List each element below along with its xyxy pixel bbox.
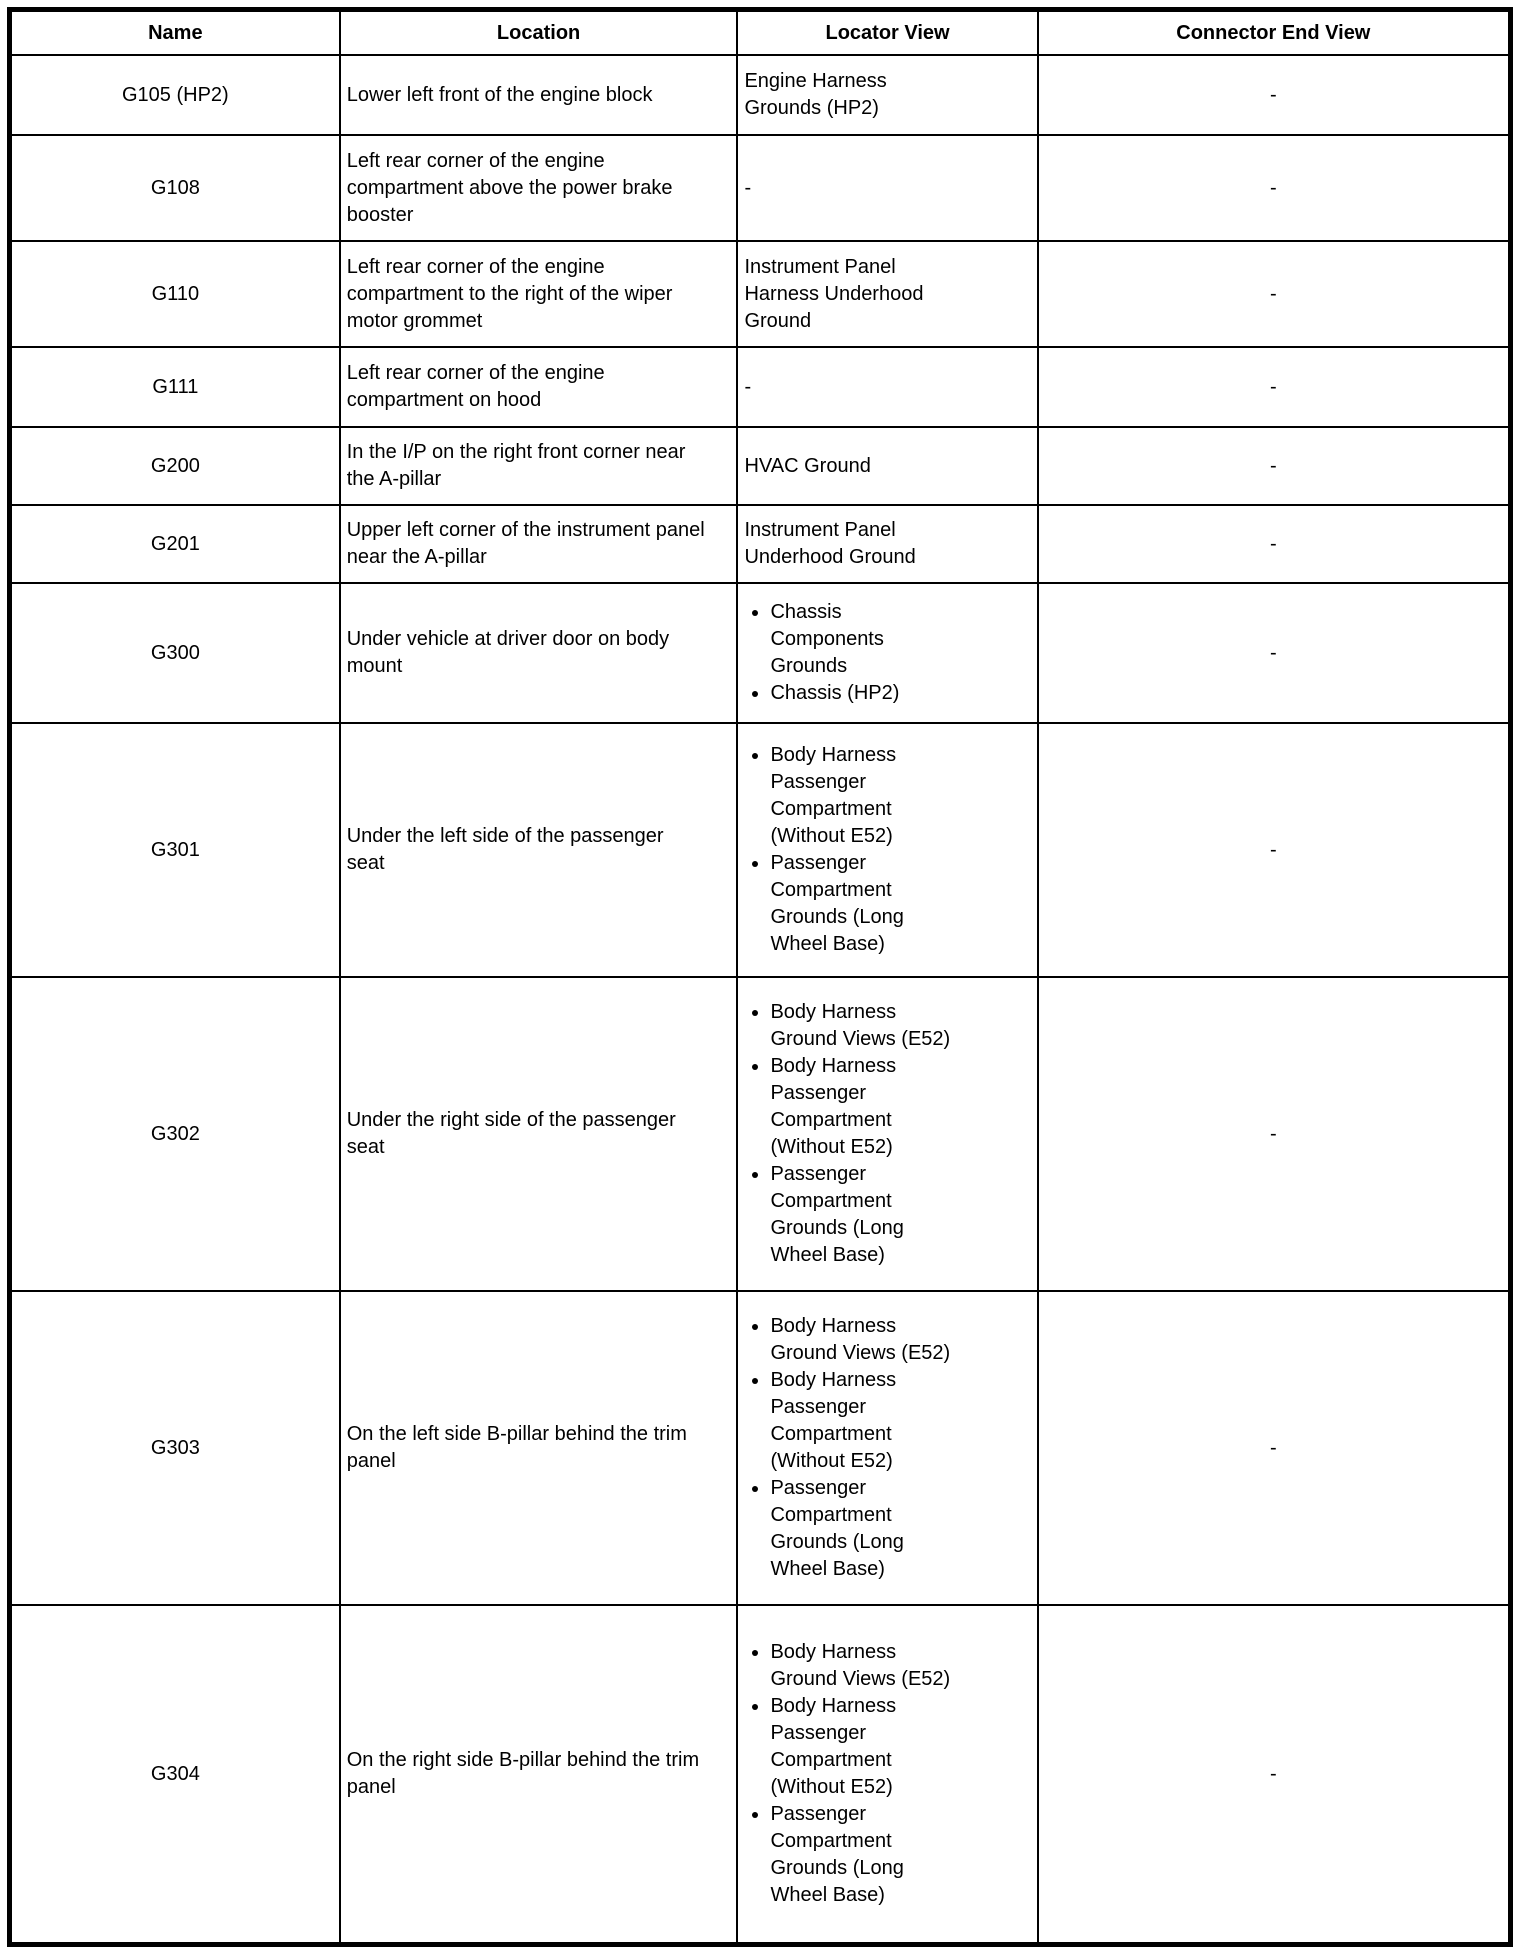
ground-name-cell: G302 [10, 977, 340, 1291]
locator-view-cell [737, 1291, 1037, 1605]
locator-view-item: • Body Harness Ground Views (E52) [770, 999, 958, 1053]
location-cell: Left rear corner of the engine compartment to the right of the wiper motor grommet [340, 241, 738, 347]
table-row [10, 505, 1511, 583]
location-cell: Lower left front of the engine block [340, 55, 738, 135]
locator-view-item: • Chassis Components Grounds [770, 599, 958, 680]
connector-end-view-cell: - [1038, 1291, 1511, 1605]
connector-end-view-cell: - [1038, 241, 1511, 347]
locator-view-cell: - [737, 347, 1037, 427]
ground-name-cell: G301 [10, 723, 340, 977]
ground-name-cell: G304 [10, 1605, 340, 1945]
location-cell: Under the right side of the passenger seat [340, 977, 738, 1291]
connector-end-view-cell: - [1038, 427, 1511, 505]
location-cell: In the I/P on the right front corner near the A-pillar [340, 427, 738, 505]
locator-view-item: • Body Harness Passenger Compartment (Without E52) [770, 1053, 958, 1161]
connector-end-view-cell: - [1038, 723, 1511, 977]
column-header-name: Name [10, 10, 340, 56]
locator-view-list [744, 742, 958, 958]
table-row [10, 55, 1511, 135]
locator-view-cell: - [737, 135, 1037, 241]
locator-view-cell [737, 583, 1037, 723]
connector-end-view-cell: - [1038, 1605, 1511, 1945]
table-row [10, 977, 1511, 1291]
locator-view-list [744, 1639, 958, 1909]
locator-view-item: • Passenger Compartment Grounds (Long Wheel Base) [770, 1161, 958, 1269]
location-cell: Upper left corner of the instrument panel near the A-pillar [340, 505, 738, 583]
locator-view-item: • Body Harness Passenger Compartment (Without E52) [770, 1693, 958, 1801]
column-header-locator-view: Locator View [737, 10, 1037, 56]
header-row [10, 10, 1511, 56]
location-cell: Under vehicle at driver door on body mount [340, 583, 738, 723]
column-header-location: Location [340, 10, 738, 56]
ground-name-cell: G111 [10, 347, 340, 427]
locator-view-item: • Passenger Compartment Grounds (Long Wheel Base) [770, 850, 958, 958]
table-row [10, 135, 1511, 241]
connector-end-view-cell: - [1038, 347, 1511, 427]
ground-name-cell: G300 [10, 583, 340, 723]
locator-view-item: • Body Harness Passenger Compartment (Without E52) [770, 742, 958, 850]
locator-view-item: • Body Harness Ground Views (E52) [770, 1639, 958, 1693]
locator-view-cell: Instrument Panel Harness Underhood Ground [737, 241, 1037, 347]
connector-end-view-cell: - [1038, 977, 1511, 1291]
location-cell: Left rear corner of the engine compartment above the power brake booster [340, 135, 738, 241]
column-header-connector-end-view: Connector End View [1038, 10, 1511, 56]
table-row [10, 723, 1511, 977]
locator-view-list [744, 599, 958, 707]
table-row [10, 347, 1511, 427]
connector-end-view-cell: - [1038, 505, 1511, 583]
locator-view-cell: Instrument Panel Underhood Ground [737, 505, 1037, 583]
connector-end-view-cell: - [1038, 135, 1511, 241]
locator-view-cell [737, 977, 1037, 1291]
locator-view-item: • Body Harness Passenger Compartment (Without E52) [770, 1367, 958, 1475]
locator-view-item: • Passenger Compartment Grounds (Long Wheel Base) [770, 1801, 958, 1909]
table-row [10, 427, 1511, 505]
ground-name-cell: G201 [10, 505, 340, 583]
ground-name-cell: G303 [10, 1291, 340, 1605]
locator-view-item: • Body Harness Ground Views (E52) [770, 1313, 958, 1367]
location-cell: On the left side B-pillar behind the trim panel [340, 1291, 738, 1605]
location-cell: On the right side B-pillar behind the trim panel [340, 1605, 738, 1945]
locator-view-cell: HVAC Ground [737, 427, 1037, 505]
locator-view-item: • Passenger Compartment Grounds (Long Wheel Base) [770, 1475, 958, 1583]
location-cell: Left rear corner of the engine compartment on hood [340, 347, 738, 427]
ground-name-cell: G110 [10, 241, 340, 347]
connector-end-view-cell: - [1038, 55, 1511, 135]
table-row [10, 241, 1511, 347]
ground-name-cell: G200 [10, 427, 340, 505]
locator-view-item: • Chassis (HP2) [770, 680, 958, 707]
table-row [10, 1291, 1511, 1605]
ground-name-cell: G105 (HP2) [10, 55, 340, 135]
location-cell: Under the left side of the passenger seat [340, 723, 738, 977]
grounds-table [7, 7, 1513, 1947]
locator-view-list [744, 1313, 958, 1583]
locator-view-list [744, 999, 958, 1269]
connector-end-view-cell: - [1038, 583, 1511, 723]
ground-name-cell: G108 [10, 135, 340, 241]
table-row [10, 583, 1511, 723]
locator-view-cell [737, 723, 1037, 977]
locator-view-cell: Engine Harness Grounds (HP2) [737, 55, 1037, 135]
